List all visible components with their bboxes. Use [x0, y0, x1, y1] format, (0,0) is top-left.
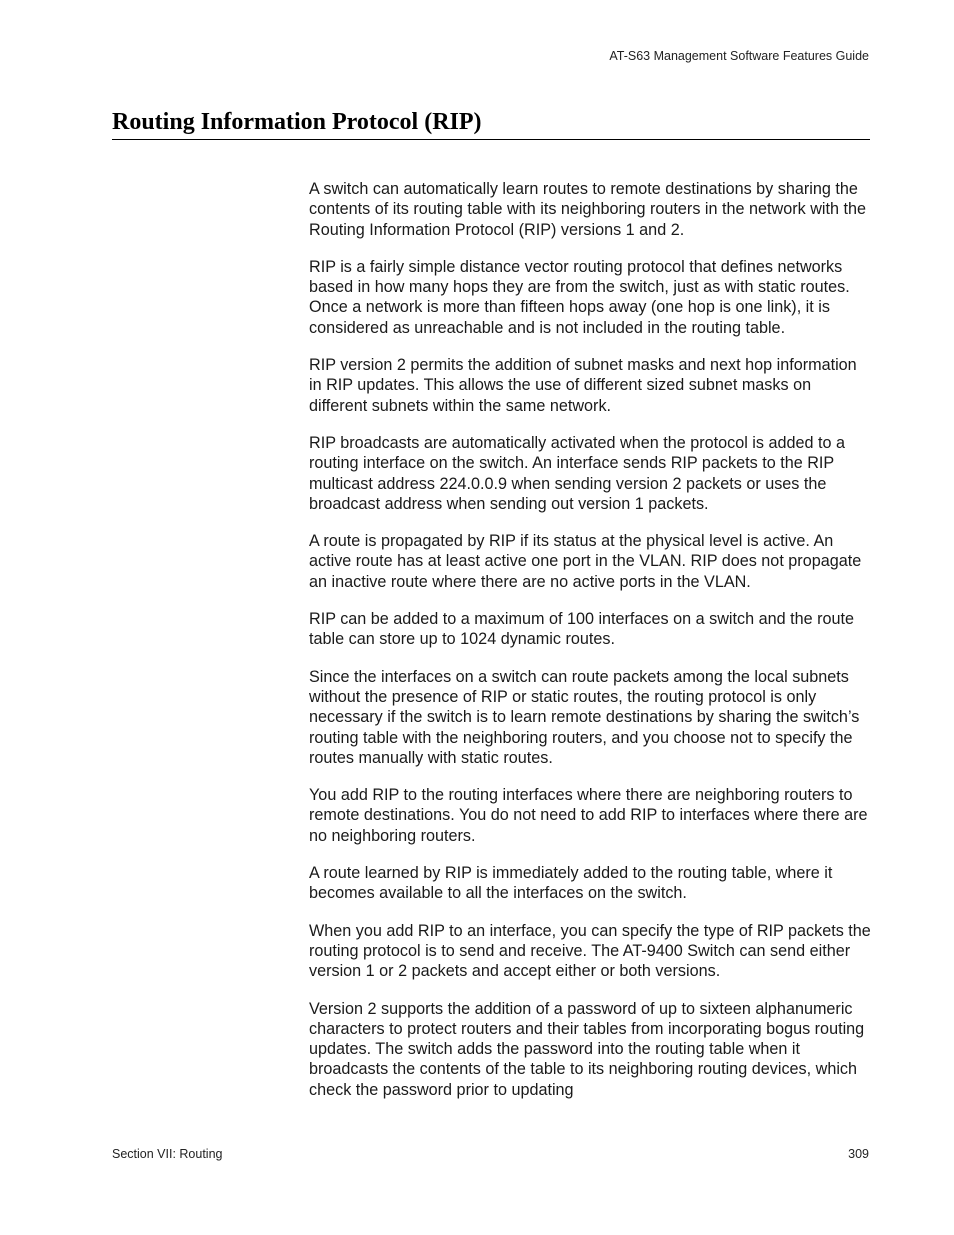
paragraph: RIP is a fairly simple distance vector routing protocol that defines networks based in how many hops they are from the switch, just as with static routes. Once a network is more than fifteen hops away (one hop is one link), it is considered as unreachable and is not included in the routing table. [309, 257, 850, 337]
paragraph: RIP version 2 permits the addition of subnet masks and next hop information in RIP updates. This allows the use of different sized subnet masks on different subnets within the same network. [309, 356, 857, 415]
paragraph: Version 2 supports the addition of a password of up to sixteen alphanumeric characters to protect routers and their tables from incorporating bogus routing updates. The switch adds the password into the routing table when it broadcasts the contents of the table to its neighboring routing devices, which check the password prior to updating [309, 999, 865, 1099]
paragraph: A route is propagated by RIP if its status at the physical level is active. An active route has at least active one port in the VLAN. RIP does not propagate an inactive route where there are no active ports in the VLAN. [309, 532, 862, 591]
paragraph: RIP can be added to a maximum of 100 interfaces on a switch and the route table can store up to 1024 dynamic routes. [309, 610, 854, 649]
paragraph: You add RIP to the routing interfaces where there are neighboring routers to remote destinations. You do not need to add RIP to interfaces where there are no neighboring routers. [309, 786, 868, 845]
footer-section-label: Section VII: Routing [112, 1147, 223, 1161]
section-title: Routing Information Protocol (RIP) [112, 107, 870, 140]
page-number: 309 [848, 1147, 869, 1161]
body-text [309, 179, 871, 1117]
running-header: AT-S63 Management Software Features Guide [609, 49, 869, 63]
paragraph: A switch can automatically learn routes to remote destinations by sharing the contents of its routing table with its neighboring routers in the network with the Routing Information Protocol (RIP) versions 1 and 2. [309, 180, 866, 239]
paragraph: Since the interfaces on a switch can route packets among the local subnets without the presence of RIP or static routes, the routing protocol is only necessary if the switch is to learn remote destinations by sharing the switch’s routing table with the neighboring routers, and you choose not to specify the routes manually with static routes. [309, 667, 860, 767]
paragraph: A route learned by RIP is immediately added to the routing table, where it becomes available to all the interfaces on the switch. [309, 864, 833, 903]
paragraph: RIP broadcasts are automatically activated when the protocol is added to a routing interface on the switch. An interface sends RIP packets to the RIP multicast address 224.0.0.9 when sending version 2 packets or uses the broadcast address when sending out version 1 packets. [309, 433, 845, 513]
paragraph: When you add RIP to an interface, you can specify the type of RIP packets the routing protocol is to send and receive. The AT-9400 Switch can send either version 1 or 2 packets and accept either or both versions. [309, 921, 871, 981]
